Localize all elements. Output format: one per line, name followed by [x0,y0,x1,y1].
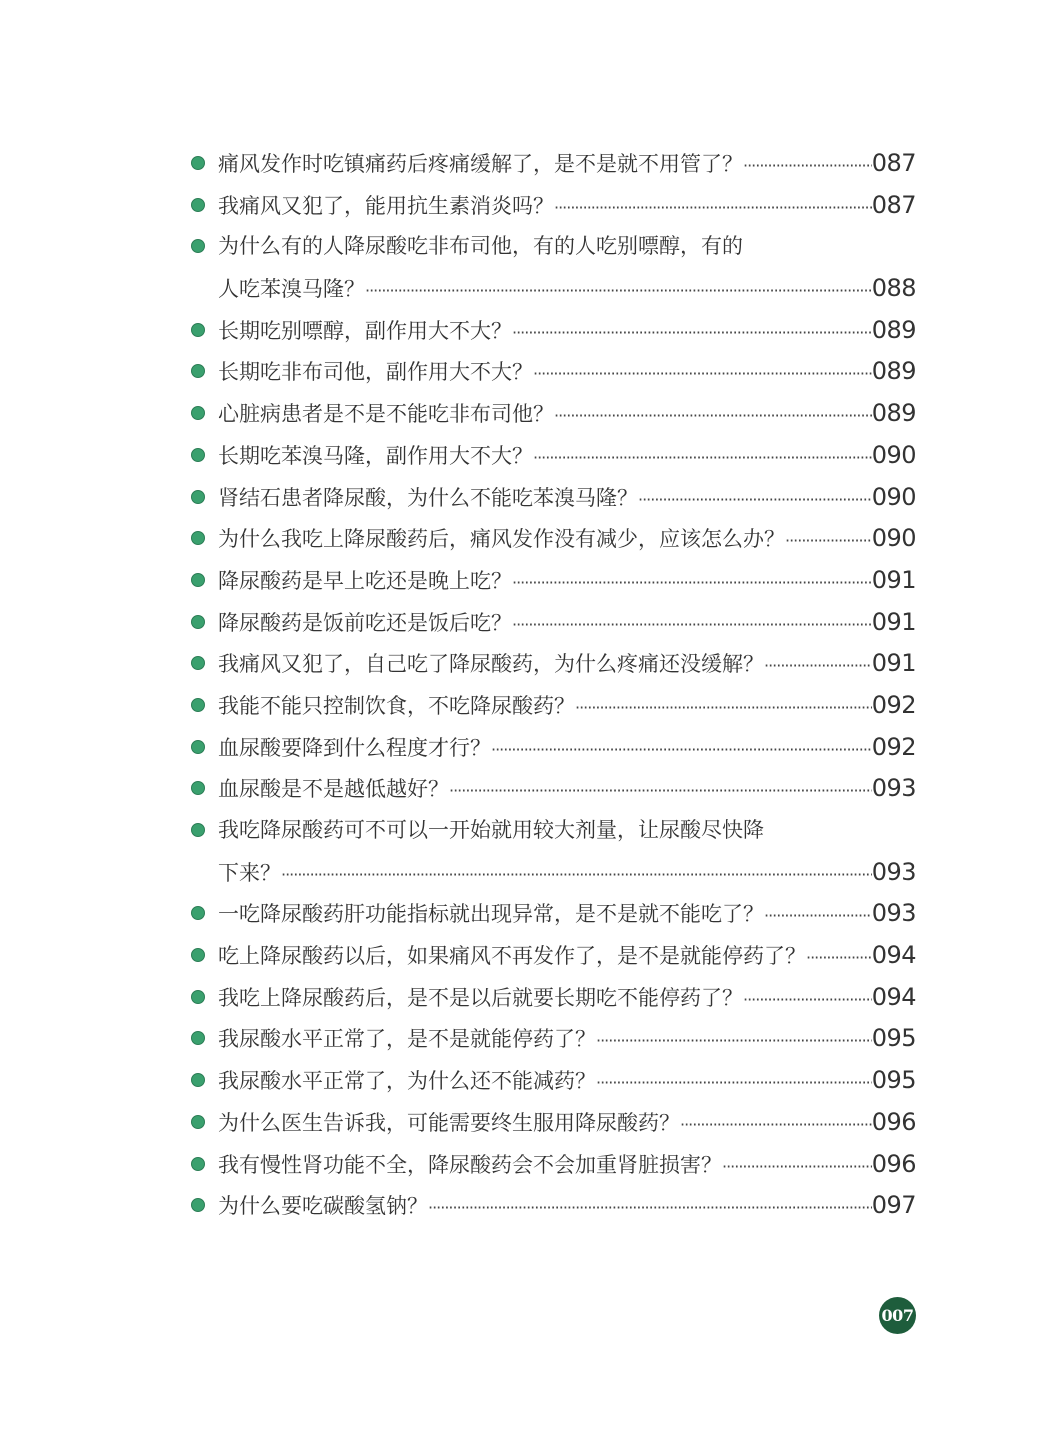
table-of-contents [190,143,916,1227]
toc-entry[interactable] [190,893,916,935]
entry-page: 093 [871,899,916,928]
entry-title: 血尿酸是不是越低越好？ [218,777,449,802]
entry-title: 为什么医生告诉我，可能需要终生服用降尿酸药？ [218,1110,680,1135]
bullet-icon [191,1157,205,1171]
entry-page: 090 [871,482,916,511]
entry-page: 089 [871,315,916,344]
toc-entry[interactable] [190,1185,916,1227]
toc-entry[interactable] [190,226,916,268]
leader-dots [743,145,872,187]
leader-dots [491,729,872,771]
bullet-icon [191,781,205,795]
leader-dots [428,1187,872,1229]
leader-dots [512,562,872,604]
entry-title: 我能不能只控制饮食，不吃降尿酸药？ [218,693,575,718]
entry-title: 为什么我吃上降尿酸药后，痛风发作没有减少，应该怎么办？ [218,527,785,552]
entry-page: 096 [871,1149,916,1178]
bullet-icon [191,448,205,462]
bullet-icon [191,990,205,1004]
entry-page: 089 [871,399,916,428]
bullet-icon [191,364,205,378]
entry-page: 087 [871,149,916,177]
bullet-icon [191,1115,205,1129]
entry-title: 肾结石患者降尿酸，为什么不能吃苯溴马隆？ [218,485,638,510]
entry-title-line1: 为什么有的人降尿酸吃非布司他，有的人吃别嘌醇，有的 [218,234,743,259]
toc-entry[interactable] [190,768,916,810]
entry-title: 血尿酸要降到什么程度才行？ [218,735,491,760]
entry-page: 092 [871,732,916,761]
entry-page: 092 [871,690,916,719]
bullet-icon [191,198,205,212]
toc-entry[interactable] [190,393,916,435]
toc-entry[interactable] [190,643,916,685]
toc-entry[interactable] [190,935,916,977]
leader-dots [365,270,872,312]
leader-dots [596,1062,872,1104]
leader-dots [575,687,872,729]
entry-title: 为什么要吃碳酸氢钠？ [218,1194,428,1219]
entry-title: 我有慢性肾功能不全，降尿酸药会不会加重肾脏损害？ [218,1152,722,1177]
bullet-icon [191,156,205,170]
leader-dots [638,479,872,521]
entry-page: 089 [871,357,916,386]
leader-dots [512,312,872,354]
bullet-icon [191,615,205,629]
entry-page: 091 [871,607,916,636]
entry-title: 吃上降尿酸药以后，如果痛风不再发作了，是不是就能停药了？ [218,944,806,969]
leader-dots [449,770,872,812]
toc-entry[interactable] [190,810,916,852]
toc-entry[interactable] [190,560,916,602]
bullet-icon [191,573,205,587]
toc-entry[interactable] [190,1102,916,1144]
entry-title: 长期吃苯溴马隆，副作用大不大？ [218,443,533,468]
leader-dots [554,187,872,229]
entry-title-line1: 我吃降尿酸药可不可以一开始就用较大剂量，让尿酸尽快降 [218,818,764,842]
bullet-icon [191,698,205,712]
bullet-icon [191,906,205,920]
leader-dots [554,395,872,437]
bullet-icon [191,1031,205,1045]
toc-entry[interactable] [190,477,916,519]
entry-title: 长期吃非布司他，副作用大不大？ [218,360,533,385]
bullet-icon [191,406,205,420]
leader-dots [722,1146,872,1188]
toc-entry[interactable] [190,685,916,727]
entry-title: 我尿酸水平正常了，为什么还不能减药？ [218,1069,596,1094]
entry-title: 心脏病患者是不是不能吃非布司他？ [218,402,554,427]
leader-dots [596,1020,872,1062]
bullet-icon [191,1073,205,1087]
toc-entry[interactable] [190,185,916,227]
entry-page: 097 [871,1191,916,1220]
entry-title: 我尿酸水平正常了，是不是就能停药了？ [218,1027,596,1052]
bullet-icon [191,823,205,837]
entry-page: 095 [871,1024,916,1053]
toc-entry[interactable] [190,977,916,1019]
entry-page: 091 [871,649,916,678]
entry-page: 095 [871,1066,916,1095]
leader-dots [806,937,872,979]
entry-page: 090 [871,440,916,469]
leader-dots [680,1104,872,1146]
leader-dots [533,437,872,479]
page-number-badge: 007 [879,1297,916,1334]
entry-title: 痛风发作时吃镇痛药后疼痛缓解了，是不是就不用管了？ [218,152,743,176]
toc-entry[interactable] [190,518,916,560]
entry-title: 一吃降尿酸药肝功能指标就出现异常，是不是就不能吃了？ [218,902,764,927]
bullet-icon [191,323,205,337]
leader-dots [764,645,872,687]
entry-title: 我痛风又犯了，自己吃了降尿酸药，为什么疼痛还没缓解？ [218,652,764,677]
entry-page: 090 [871,524,916,553]
entry-page: 088 [871,274,916,303]
leader-dots [743,979,872,1021]
toc-entry[interactable] [190,727,916,769]
bullet-icon [191,1198,205,1212]
entry-title: 长期吃别嘌醇，副作用大不大？ [218,318,512,343]
toc-entry[interactable] [190,1060,916,1102]
entry-title: 降尿酸药是早上吃还是晚上吃？ [218,568,512,593]
bullet-icon [191,239,205,253]
toc-entry-continuation[interactable] [190,268,916,310]
entry-page: 094 [871,982,916,1011]
entry-page: 096 [871,1107,916,1136]
leader-dots [785,520,872,562]
bullet-icon [191,490,205,504]
entry-title: 降尿酸药是饭前吃还是饭后吃？ [218,610,512,635]
entry-page: 091 [871,565,916,594]
bullet-icon [191,948,205,962]
toc-entry[interactable] [190,351,916,393]
leader-dots [533,353,872,395]
entry-title: 我吃上降尿酸药后，是不是以后就要长期吃不能停药了？ [218,985,743,1010]
entry-page: 093 [871,857,916,886]
leader-dots [512,604,872,646]
entry-title-line2: 人吃苯溴马隆？ [218,277,365,302]
leader-dots [281,854,872,896]
toc-entry[interactable] [190,1144,916,1186]
toc-entry[interactable] [190,602,916,644]
toc-entry[interactable] [190,143,916,185]
toc-entry-continuation[interactable] [190,852,916,894]
bullet-icon [191,656,205,670]
toc-entry[interactable] [190,435,916,477]
entry-page: 094 [871,941,916,970]
bullet-icon [191,740,205,754]
entry-page: 087 [871,190,916,219]
entry-title: 我痛风又犯了，能用抗生素消炎吗？ [218,193,554,218]
leader-dots [764,895,872,937]
toc-entry[interactable] [190,1018,916,1060]
bullet-icon [191,531,205,545]
entry-page: 093 [871,774,916,803]
entry-title-line2: 下来？ [218,860,281,885]
toc-entry[interactable] [190,310,916,352]
